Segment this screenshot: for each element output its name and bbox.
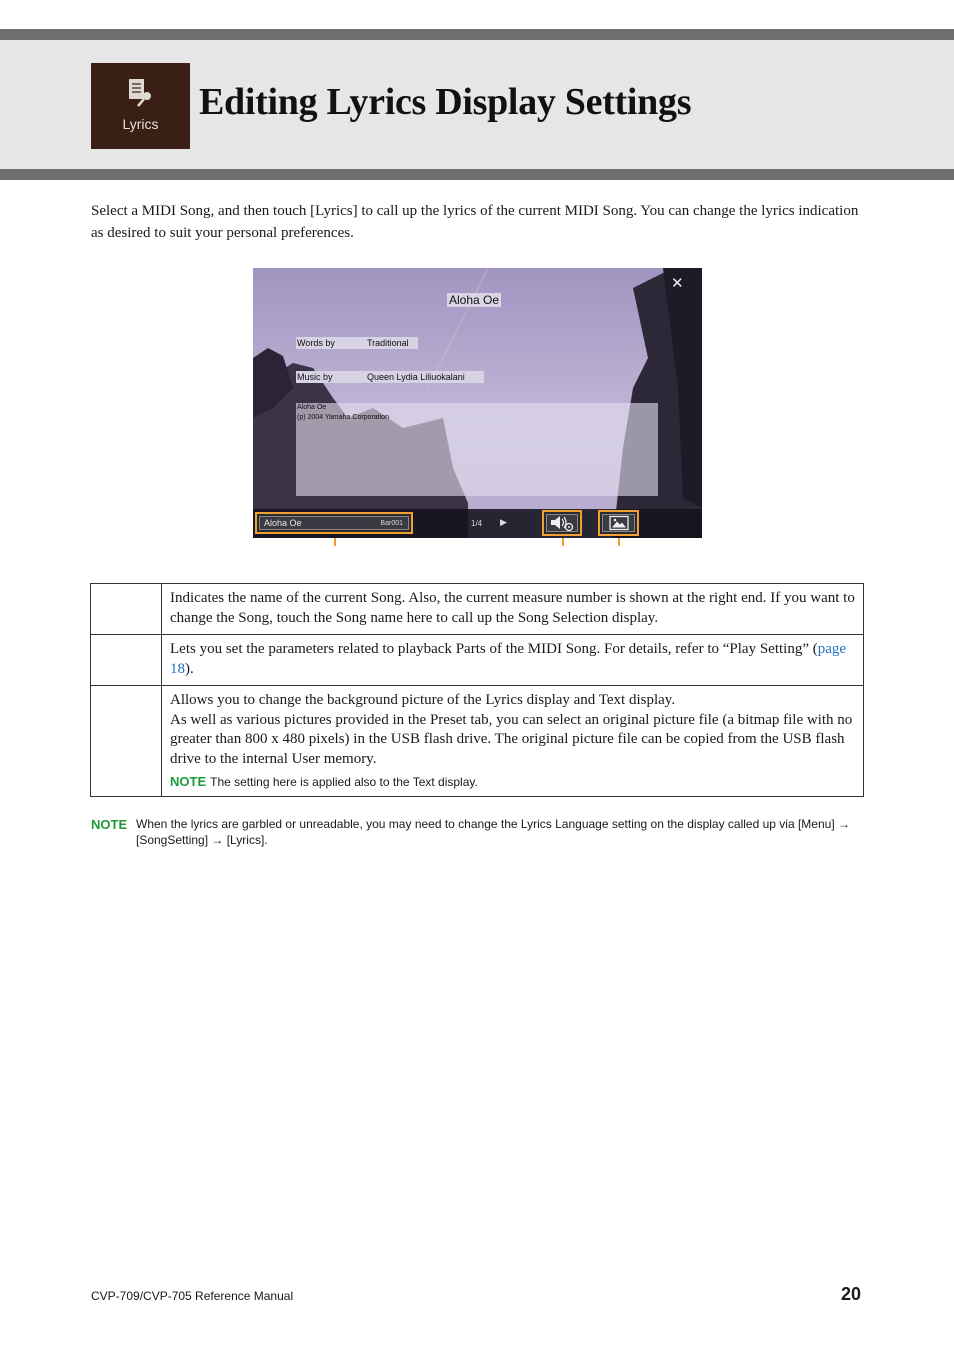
lyrics-song-title: Aloha Oe — [449, 293, 500, 307]
words-credit — [296, 337, 418, 349]
footer-manual-title: CVP-709/CVP-705 Reference Manual — [91, 1289, 294, 1303]
callout-line-background — [618, 538, 620, 546]
music-value: Queen Lydia Liliuokalani — [367, 372, 465, 382]
table-row — [91, 584, 864, 635]
text-line: (p) 2004 Yamaha Corporation — [297, 414, 389, 421]
speaker-gear-icon — [549, 514, 575, 532]
row-text-before: Lets you set the parameters related to playback Parts of the MIDI Song. For details, refer to “Play Setting” ( — [170, 641, 818, 657]
lyrics-logo — [91, 63, 190, 149]
table-cell — [162, 635, 864, 686]
intro-paragraph: Select a MIDI Song, and then touch [Lyrics] to call up the lyrics of the current MIDI Song. You can change the lyrics indication as desired to suit your personal preferences. — [91, 203, 859, 241]
table-row — [91, 686, 864, 797]
inline-note — [170, 774, 855, 790]
bottom-control-bar — [253, 509, 702, 538]
note-text: When the lyrics are garbled or unreadable, you may need to change the Lyrics Language setting on the display called up via [Menu] → [SongSetting] → [Lyrics]. — [136, 817, 850, 847]
table-row-marker — [91, 686, 162, 797]
page-link[interactable]: page 18 — [170, 641, 847, 677]
page-title: Editing Lyrics Display Settings — [199, 81, 692, 123]
table-cell — [162, 686, 864, 797]
note-label: NOTE — [91, 817, 128, 832]
table-row-marker — [91, 635, 162, 686]
lyrics-screenshot — [253, 268, 702, 538]
next-page-icon[interactable]: ▶ — [500, 518, 507, 528]
row-text — [170, 640, 855, 679]
page-indicator: 1/4 — [471, 519, 483, 528]
row-text: Allows you to change the background picture of the Lyrics display and Text display. — [170, 692, 676, 708]
background-picture-button[interactable] — [598, 510, 639, 536]
header-top-band — [0, 29, 954, 40]
text-display-box — [296, 403, 658, 496]
table-row — [91, 635, 864, 686]
note-label: NOTE — [170, 774, 207, 789]
row-text: As well as various pictures provided in the Preset tab, you can select an original picture file (a bitmap file with no greater than 800 x 480 pixels) in the USB flash drive. The original picture file can be copied from the USB flash drive to the internal User memory. — [170, 711, 853, 767]
table-cell — [162, 584, 864, 635]
bar-song-name: Aloha Oe — [264, 518, 302, 528]
text-line: Aloha Oe — [297, 404, 327, 411]
logo-label: Lyrics — [122, 116, 159, 132]
footer-page-number: 20 — [841, 1284, 862, 1304]
close-icon[interactable]: ✕ — [671, 274, 684, 292]
music-label: Music by — [297, 372, 333, 382]
play-setting-button[interactable] — [542, 510, 582, 536]
header-bottom-band — [0, 169, 954, 180]
description-table — [90, 583, 864, 797]
note-text: The setting here is applied also to the Text display. — [210, 775, 478, 789]
music-credit — [296, 371, 484, 383]
words-value: Traditional — [367, 338, 409, 348]
row-text: Indicates the name of the current Song. Also, the current measure number is shown at the right end. If you want to change the Song, touch the Song name here to call up the Song Selection display. — [170, 590, 855, 626]
lyrics-icon — [128, 78, 154, 108]
bar-measure: Bar001 — [380, 520, 403, 527]
callout-line-play-setting — [562, 538, 564, 546]
callout-line-song — [334, 538, 336, 546]
row-text-after: ). — [185, 660, 194, 677]
table-row-marker — [91, 584, 162, 635]
picture-icon — [609, 516, 629, 531]
song-name-button[interactable] — [255, 512, 413, 534]
words-label: Words by — [297, 338, 335, 348]
page-note — [91, 816, 861, 848]
